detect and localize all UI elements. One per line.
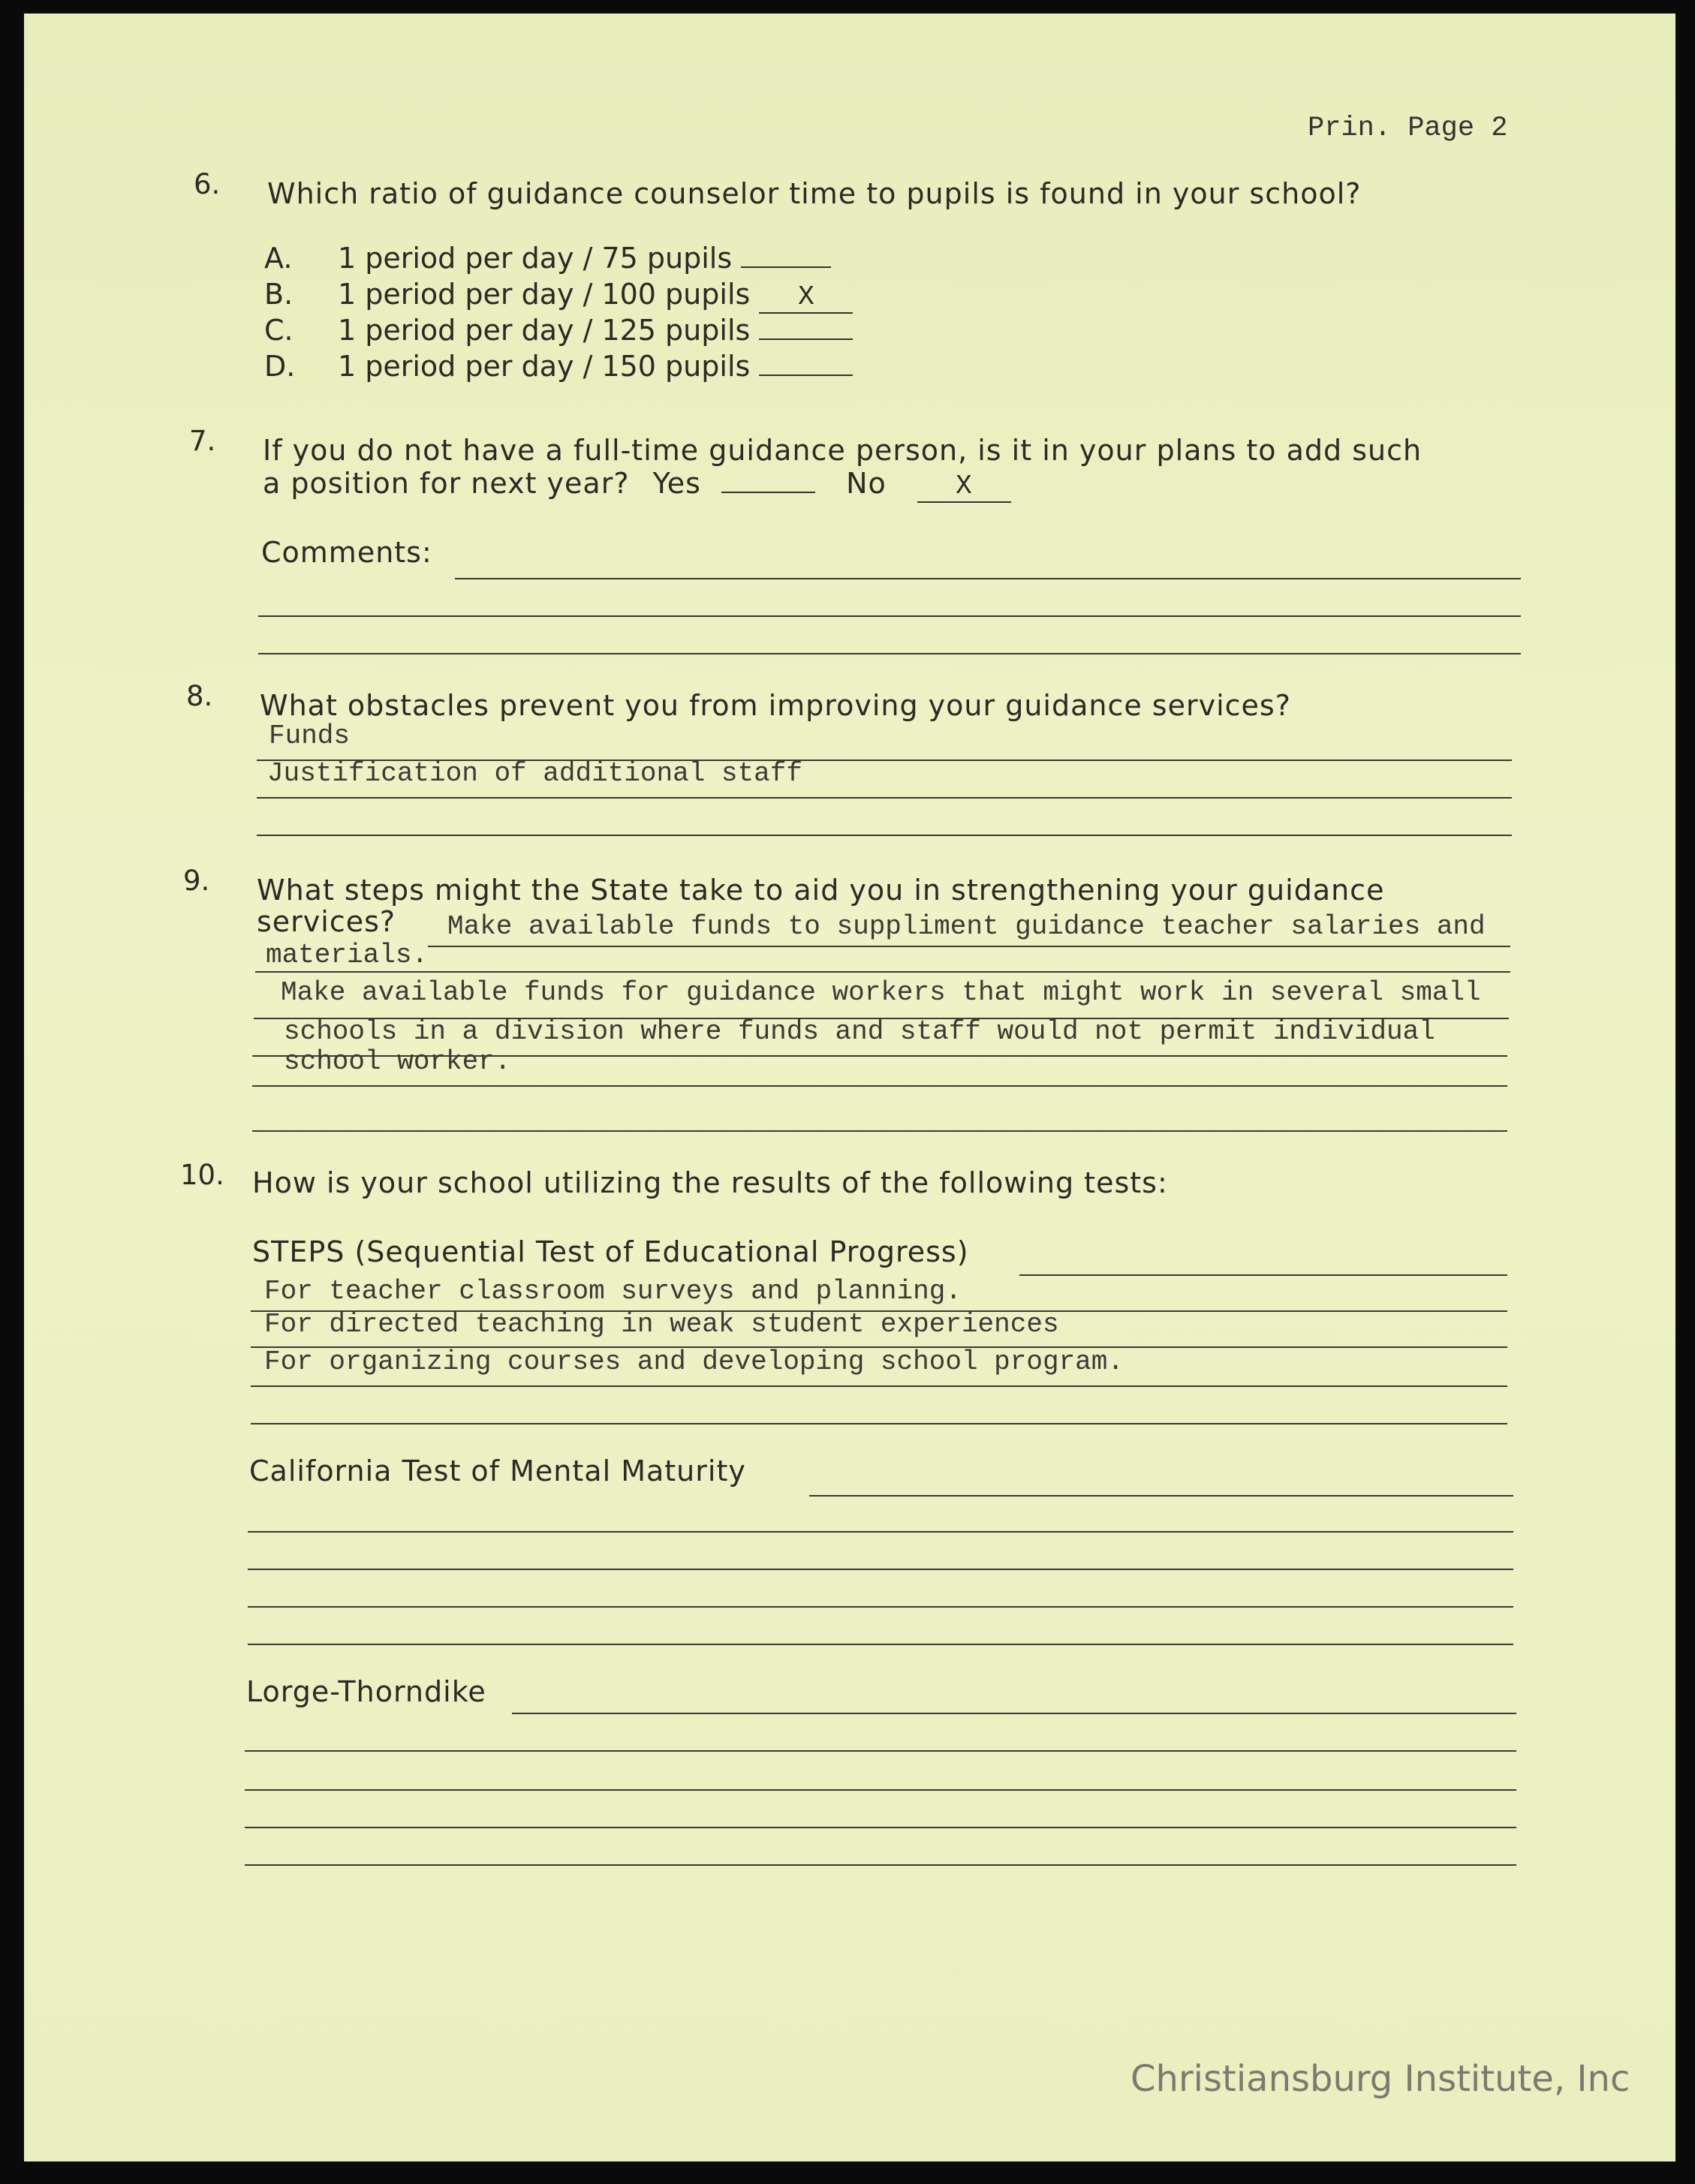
q6-option-c[interactable] xyxy=(264,314,853,347)
q6-option-a[interactable] xyxy=(264,242,831,275)
answer-line[interactable] xyxy=(257,835,1512,836)
answer-line[interactable] xyxy=(245,1789,1516,1791)
q9-answer: school worker. xyxy=(284,1046,511,1077)
answer-line[interactable] xyxy=(252,1085,1507,1087)
q10-number: 10. xyxy=(180,1159,224,1191)
q7-yes-label: Yes xyxy=(652,467,701,500)
answer-line[interactable] xyxy=(257,797,1512,799)
q6-option-b[interactable] xyxy=(264,278,853,314)
steps-label: STEPS (Sequential Test of Educational Progress) xyxy=(252,1235,969,1268)
answer-line[interactable] xyxy=(245,1864,1516,1866)
q6-option-label: 1 period per day / 75 pupils xyxy=(338,242,733,275)
q7-line1: If you do not have a full-time guidance person, is it in your plans to add such xyxy=(263,434,1423,467)
comments-line[interactable] xyxy=(455,578,1521,579)
q7-yes-answer[interactable] xyxy=(721,492,815,493)
answer-line[interactable] xyxy=(245,1750,1516,1752)
q6-number: 6. xyxy=(194,168,221,200)
answer-line[interactable] xyxy=(252,1130,1507,1132)
q10-text: How is your school utilizing the results of the following tests: xyxy=(252,1166,1168,1199)
q6-option-letter: C. xyxy=(264,314,294,347)
q6-option-answer[interactable] xyxy=(759,338,853,340)
answer-line[interactable] xyxy=(248,1531,1513,1533)
answer-line[interactable] xyxy=(248,1644,1513,1645)
q6-option-answer[interactable] xyxy=(759,375,853,376)
q7-no-answer[interactable]: X xyxy=(917,471,1011,503)
answer-line[interactable] xyxy=(809,1495,1513,1497)
q6-option-letter: D. xyxy=(264,350,296,383)
answer-line[interactable] xyxy=(428,946,1510,947)
steps-answer: For organizing courses and developing school program. xyxy=(264,1346,1124,1377)
q6-option-answer[interactable] xyxy=(741,266,831,268)
q8-answer: Funds xyxy=(269,720,351,751)
q9-line1: What steps might the State take to aid you in strengthening your guidance xyxy=(257,874,1385,907)
answer-line[interactable] xyxy=(251,1423,1507,1424)
answer-line[interactable] xyxy=(248,1569,1513,1570)
q7-line2-text: a position for next year? xyxy=(263,467,630,500)
q6-option-label: 1 period per day / 100 pupils xyxy=(338,278,751,311)
q9-answer: materials. xyxy=(266,940,429,970)
steps-answer: For teacher classroom surveys and planning. xyxy=(264,1276,962,1307)
comments-line[interactable] xyxy=(258,653,1521,654)
watermark: Christiansburg Institute, Inc xyxy=(1131,2058,1630,2100)
q6-text: Which ratio of guidance counselor time to pupils is found in your school? xyxy=(267,177,1362,210)
q6-option-d[interactable] xyxy=(264,350,853,383)
q6-option-answer[interactable]: X xyxy=(759,282,853,314)
q6-option-letter: B. xyxy=(264,278,294,311)
q7-line2 xyxy=(263,467,1011,503)
q8-number: 8. xyxy=(186,680,213,712)
steps-answer: For directed teaching in weak student experiences xyxy=(264,1309,1059,1340)
q8-text: What obstacles prevent you from improving your guidance services? xyxy=(260,689,1291,722)
answer-line[interactable] xyxy=(1019,1274,1507,1276)
page-label: Prin. Page 2 xyxy=(1308,113,1508,144)
answer-line[interactable] xyxy=(251,1385,1507,1387)
q9-answer: Make available funds for guidance workers that might work in several small xyxy=(281,977,1481,1008)
q9-line2: services? xyxy=(257,905,396,938)
answer-line[interactable] xyxy=(512,1713,1516,1714)
q8-answer: Justification of additional staff xyxy=(267,758,802,789)
q7-no-label: No xyxy=(846,467,887,500)
q9-number: 9. xyxy=(183,865,210,897)
comments-label: Comments: xyxy=(261,536,432,569)
q6-option-label: 1 period per day / 150 pupils xyxy=(338,350,751,383)
answer-line[interactable] xyxy=(248,1606,1513,1608)
q9-answer: schools in a division where funds and staff would not permit individual xyxy=(284,1016,1435,1047)
q6-option-label: 1 period per day / 125 pupils xyxy=(338,314,751,347)
comments-line[interactable] xyxy=(258,615,1521,617)
lorge-thorndike-label: Lorge-Thorndike xyxy=(246,1675,486,1708)
q7-number: 7. xyxy=(189,425,216,457)
answer-line[interactable] xyxy=(255,971,1510,973)
q9-answer: Make available funds to suppliment guidance teacher salaries and xyxy=(447,911,1486,942)
q6-option-letter: A. xyxy=(264,242,293,275)
answer-line[interactable] xyxy=(245,1827,1516,1828)
california-label: California Test of Mental Maturity xyxy=(249,1454,746,1488)
